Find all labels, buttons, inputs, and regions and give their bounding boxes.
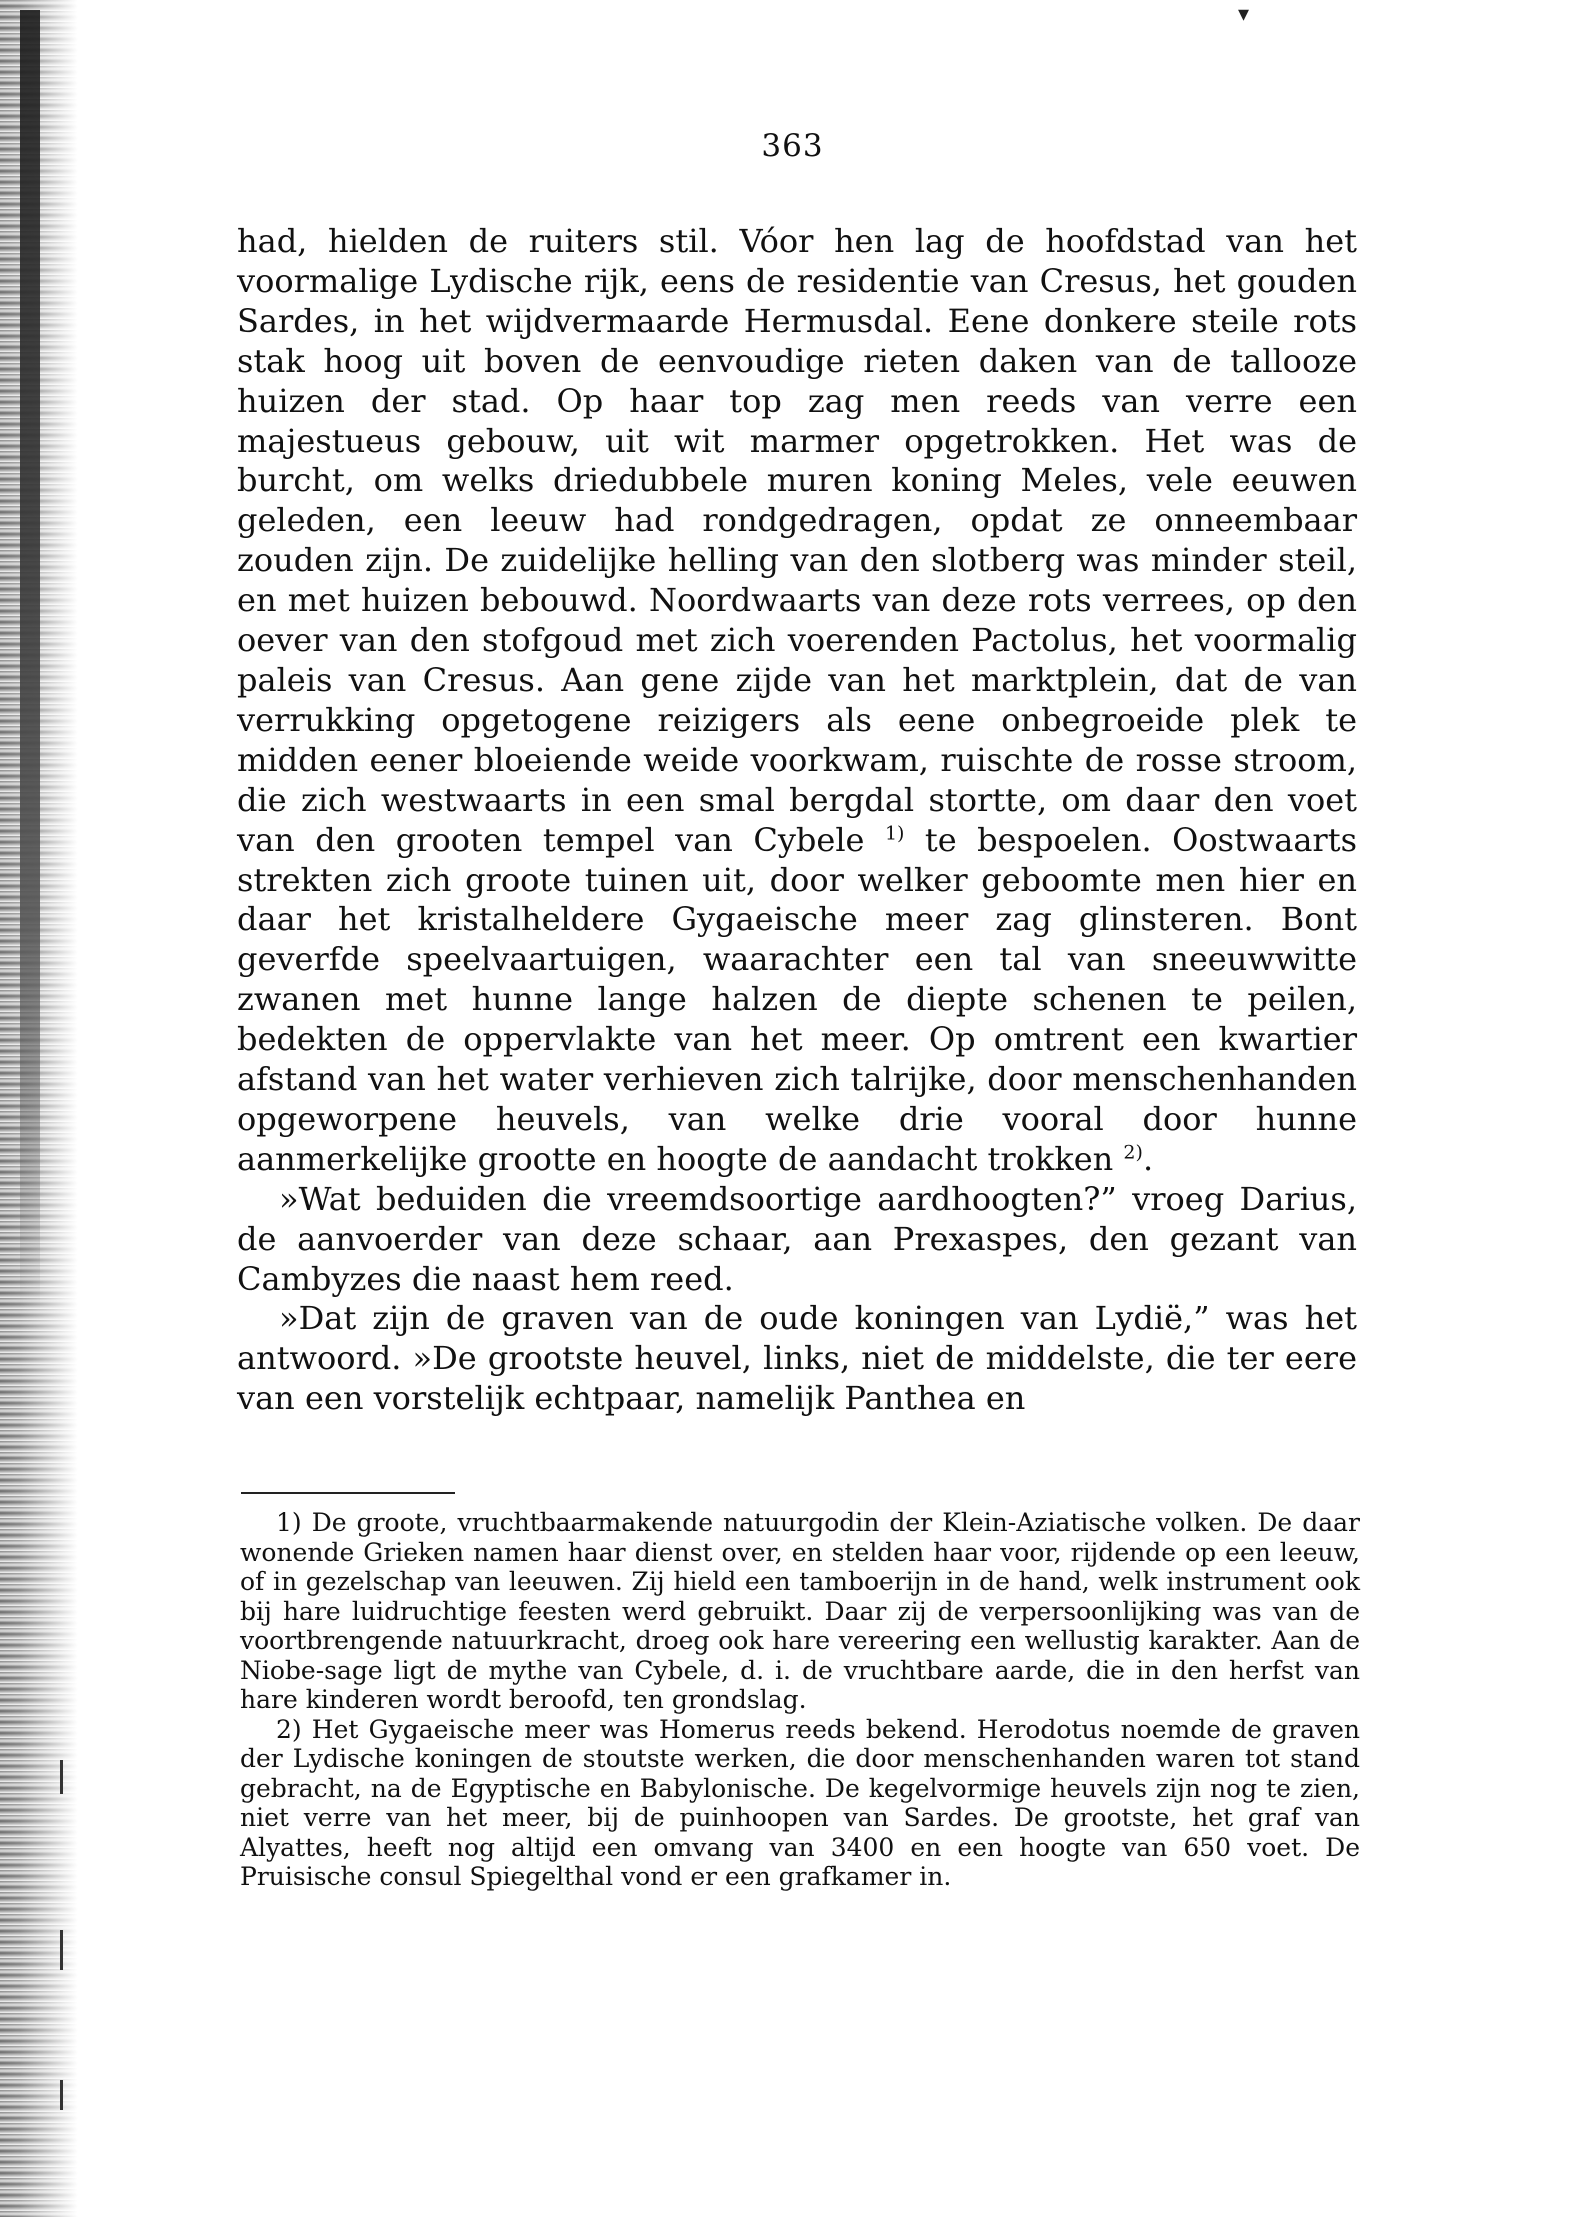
footnote-ref-1[interactable]: 1)	[884, 821, 905, 844]
body-paragraph: had, hielden de ruiters stil. Vóor hen lag de hoofdstad van het voormalige Lydische rijk, eens de residentie van Cresus, het gouden Sardes, in het wijdvermaarde Hermusdal. Eene donkere steile rots stak hoog uit boven de eenvoudige rieten daken van de tallooze huizen der stad. Op haar top zag men reeds van verre een majestueus gebouw, uit wit marmer opgetrokken. Het was de burcht, om welks driedubbele muren koning Meles, vele eeuwen geleden, een leeuw had rondgedragen, opdat ze onneembaar zouden zijn. De zuidelijke helling van den slotberg was minder steil, en met huizen bebouwd. Noordwaarts van deze rots verrees, op den oever van den stofgoud met zich voerenden Pactolus, het voormalig paleis van Cresus. Aan gene zijde van het marktplein, dat de van verrukking opgetogene reizigers als eene onbegroeide plek te midden eener bloeiende weide voorkwam, ruischte de rosse stroom, die zich westwaarts in een smal bergdal stortte, om daar den voet van den grooten tempel van Cybele $^{1)}$ te bespoelen. Oostwaarts strekten zich groote tuinen uit, door welker geboomte men hier en daar het kristalheldere Gygaeische meer zag glinsteren. Bont geverfde speelvaartuigen, waarachter een tal van sneeuwwitte zwanen met hunne lange halzen de diepte schenen te peilen, bedekten de oppervlakte van het meer. Op omtrent een kwartier afstand van het water verhieven zich talrijke, door menschenhanden opgeworpene heuvels, van welke drie vooral door hunne aanmerkelijke grootte en hoogte de aandacht trokken $^{2)}$.	[237, 222, 1358, 1178]
footnote-2: 2) Het Gygaeische meer was Homerus reeds bekend. Herodotus noemde de graven der Lydische koningen de stoutste werken, die door menschenhanden waren tot stand gebracht, na de Egyptische en Babylonische. De kegelvormige heuvels zijn nog te zien, niet verre van het meer, bij de puinhoopen van Sardes. De grootste, het graf van Alyattes, heeft nog altijd een omvang van 3400 en een hoogte van 650 voet. De Pruisische consul Spiegelthal vond er een grafkamer in.	[240, 1714, 1360, 1891]
margin-tick	[60, 2080, 63, 2110]
footnote-ref-2[interactable]: 2)	[1123, 1141, 1143, 1164]
margin-tick	[60, 1930, 63, 1970]
body-text	[237, 222, 1357, 1419]
corner-mark: ▾	[1238, 2, 1250, 27]
page-number: 363	[761, 128, 824, 164]
scan-binding-shadow	[20, 10, 40, 1310]
footnote-1: 1) De groote, vruchtbaarmakende natuurgodin der Klein-Aziatische volken. De daar wonende Grieken namen haar dienst over, en stelden haar voor, rijdende op een leeuw, of in gezelschap van leeuwen. Zij hield een tamboerijn in de hand, welk instrument ook bij hare luidruchtige feesten werd gebruikt. Daar zij de verpersoonlijking was van de voortbrengende natuurkracht, droeg ook hare vereering een wellustig karakter. Aan de Niobe-sage ligt de mythe van Cybele, d. i. de vruchtbare aarde, die in den herfst van hare kinderen wordt beroofd, ten grondslag.	[240, 1508, 1360, 1714]
body-paragraph: »Dat zijn de graven van de oude koningen van Lydië,” was het antwoord. »De grootste heuvel, links, niet de middelste, die ter eere van een vorstelijk echtpaar, namelijk Panthea en	[237, 1299, 1357, 1418]
footnote-divider	[241, 1492, 455, 1494]
footnotes	[240, 1508, 1360, 1892]
margin-tick	[60, 1760, 63, 1794]
body-paragraph: »Wat beduiden die vreemdsoortige aardhoogten?” vroeg Darius, de aanvoerder van deze schaar, aan Prexaspes, den gezant van Cambyzes die naast hem reed.	[237, 1179, 1357, 1298]
